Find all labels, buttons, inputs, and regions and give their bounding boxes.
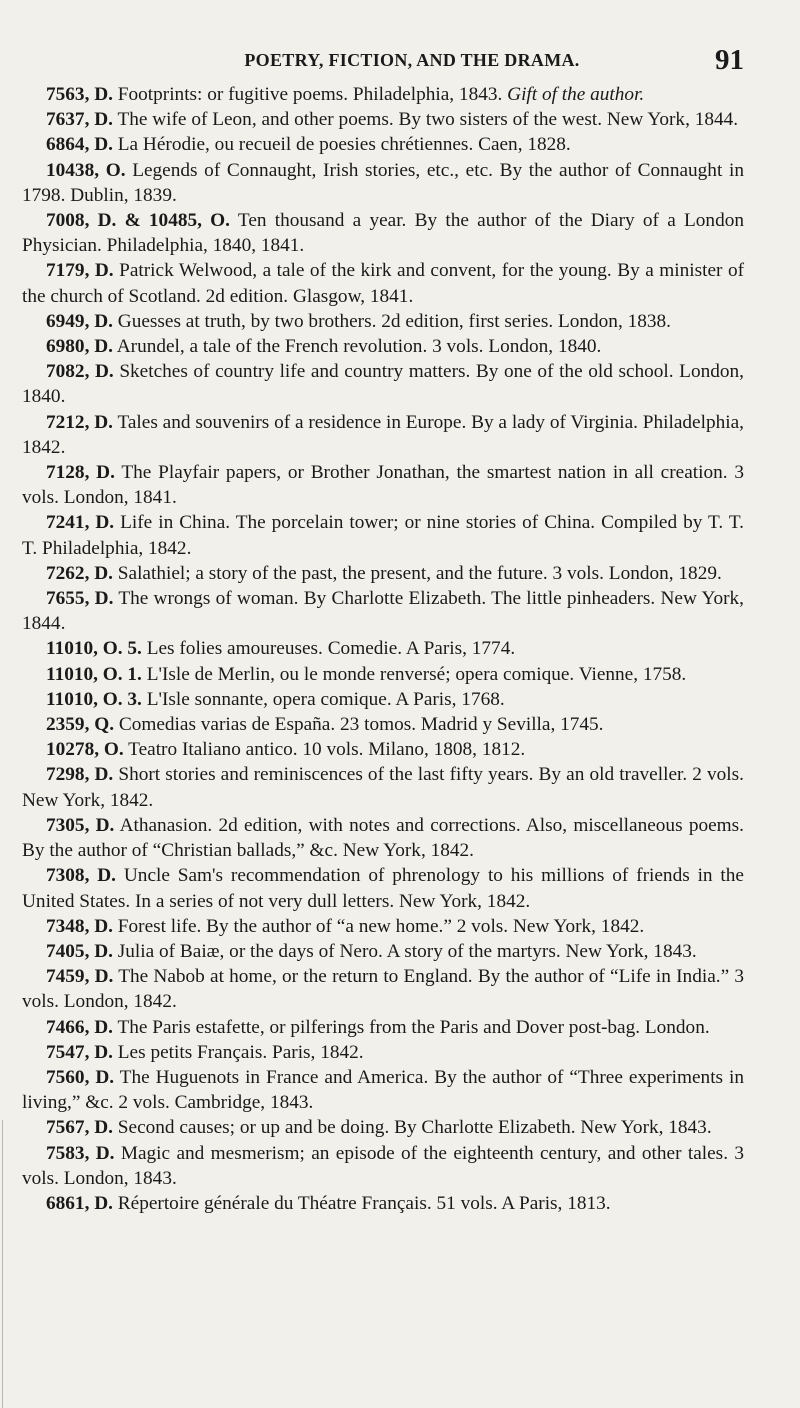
catalog-entry [22,813,744,863]
entry-id: 7567, D. [46,1117,113,1139]
page-number: 91 [715,44,744,76]
catalog-entry [22,662,744,687]
entry-text: Ten thousand a year. By the author of the Diary of a London Physician. Philadelphia, 1840, 1841. [22,210,744,257]
entry-id: 7637, D. [46,109,113,131]
entry-text: The Nabob at home, or the return to England. By the author of “Life in India.” 3 vols. London, 1842. [22,966,744,1013]
entry-text: L'Isle de Merlin, ou le monde renversé; opera comique. Vienne, 1758. [146,663,687,685]
entry-text: Short stories and reminiscences of the last fifty years. By an old traveller. 2 vols. New York, 1842. [22,764,744,811]
catalog-entry [22,334,744,359]
entry-text: La Hérodie, ou recueil de poesies chrétiennes. Caen, 1828. [117,134,571,156]
entry-id: 7405, D. [46,940,113,962]
entry-text: Répertoire générale du Théatre Français. 51 vols. A Paris, 1813. [117,1192,611,1214]
entry-text: Patrick Welwood, a tale of the kirk and convent, for the young. By a minister of the church of Scotland. 2d edition. Glasgow, 1841. [22,260,745,307]
entry-id: 7563, D. [46,84,113,105]
catalog-entry [22,636,744,661]
entry-id: 7305, D. [46,814,115,836]
entry-text: Salathiel; a story of the past, the present, and the future. 3 vols. London, 1829. [117,562,722,584]
entry-id: 10438, O. [46,159,126,181]
entry-text: Forest life. By the author of “a new home.” 2 vols. New York, 1842. [117,915,645,937]
entry-id: 7008, D. & 10485, O. [46,210,230,232]
catalog-entry [22,258,744,308]
entry-text: Julia of Baiæ, or the days of Nero. A story of the martyrs. New York, 1843. [117,940,697,962]
catalog-entry [22,460,744,510]
entry-text: Uncle Sam's recommendation of phrenology to his millions of friends in the United States. In a series of not very dull letters. New York, 1842. [22,865,744,912]
entry-text: Sketches of country life and country matters. By one of the old school. London, 1840. [22,361,744,408]
entry-text: The wrongs of woman. By Charlotte Elizabeth. The little pinheaders. New York, 1844. [22,588,744,635]
catalog-entry [22,359,744,409]
entry-id: 11010, O. 5. [46,638,142,660]
catalog-entry [22,762,744,812]
catalog-entry [22,158,744,208]
catalog-entry [22,1115,744,1140]
catalog-entry [22,107,744,132]
entry-text: Tales and souvenirs of a residence in Europe. By a lady of Virginia. Philadelphia, 1842. [22,411,744,458]
entry-id: 6864, D. [46,134,113,156]
entry-id: 7466, D. [46,1016,113,1038]
entry-id: 6980, D. [46,336,113,358]
entry-text: Teatro Italiano antico. 10 vols. Milano, 1808, 1812. [128,739,526,761]
entry-id: 7547, D. [46,1041,113,1063]
catalog-entry [22,586,744,636]
catalog-entry [22,510,744,560]
entry-id: 7308, D. [46,865,116,887]
entry-id: 7082, D. [46,361,114,383]
entry-note: Gift of the author. [507,84,645,105]
entry-id: 7262, D. [46,562,113,584]
catalog-entry [22,939,744,964]
catalog-entry [22,1015,744,1040]
catalog-entry [22,687,744,712]
entry-id: 6949, D. [46,310,113,332]
entry-text: Les folies amoureuses. Comedie. A Paris, 1774. [146,638,516,660]
entry-id: 7348, D. [46,915,113,937]
catalog-entries [22,82,744,1216]
entry-id: 7128, D. [46,462,115,484]
entry-text: The Playfair papers, or Brother Jonathan, the smartest nation in all creation. 3 vols. London, 1841. [22,462,745,509]
catalog-entry [22,82,744,107]
entry-text: Legends of Connaught, Irish stories, etc., etc. By the author of Connaught in 1798. Dublin, 1839. [22,159,744,206]
entry-id: 11010, O. 3. [46,688,142,710]
catalog-entry [22,1040,744,1065]
entry-text: Guesses at truth, by two brothers. 2d edition, first series. London, 1838. [117,310,671,332]
entry-id: 7241, D. [46,512,115,534]
entry-text: Footprints: or fugitive poems. Philadelphia, 1843. [117,84,503,105]
catalog-entry [22,208,744,258]
entry-text: Second causes; or up and be doing. By Charlotte Elizabeth. New York, 1843. [117,1117,712,1139]
catalog-entry [22,737,744,762]
running-head: POETRY, FICTION, AND THE DRAMA. [244,50,580,70]
entry-text: Les petits Français. Paris, 1842. [117,1041,364,1063]
entry-id: 7179, D. [46,260,114,282]
catalog-entry [22,132,744,157]
entry-text: Comedias varias de España. 23 tomos. Madrid y Sevilla, 1745. [118,714,604,736]
entry-id: 7459, D. [46,966,114,988]
entry-id: 10278, O. [46,739,124,761]
entry-text: The wife of Leon, and other poems. By two sisters of the west. New York, 1844. [117,109,739,131]
entry-id: 7655, D. [46,588,114,610]
entry-id: 6861, D. [46,1192,113,1214]
catalog-entry [22,863,744,913]
page-header [80,44,744,74]
catalog-entry [22,1065,744,1115]
entry-text: Magic and mesmerism; an episode of the eighteenth century, and other tales. 3 vols. London, 1843. [22,1142,744,1189]
entry-id: 7298, D. [46,764,114,786]
entry-text: Athanasion. 2d edition, with notes and corrections. Also, miscellaneous poems. By the author of “Christian ballads,” &c. New York, 1842. [22,814,744,862]
catalog-entry [22,309,744,334]
entry-text: Life in China. The porcelain tower; or nine stories of China. Compiled by T. T. T. Philadelphia, 1842. [22,512,744,559]
catalog-entry [22,914,744,939]
entry-text: Arundel, a tale of the French revolution. 3 vols. London, 1840. [116,336,602,358]
catalog-entry [22,1141,744,1191]
catalog-entry [22,712,744,737]
entry-text: The Paris estafette, or pilferings from the Paris and Dover post-bag. London. [117,1016,710,1038]
entry-id: 7212, D. [46,411,113,433]
catalog-entry [22,1191,744,1216]
catalog-entry [22,964,744,1014]
catalog-entry [22,561,744,586]
entry-id: 11010, O. 1. [46,663,142,685]
entry-id: 7583, D. [46,1142,115,1164]
entry-text: L'Isle sonnante, opera comique. A Paris, 1768. [146,688,505,710]
entry-id: 7560, D. [46,1066,115,1088]
entry-text: The Huguenots in France and America. By the author of “Three experiments in living,” &c. 2 vols. Cambridge, 1843. [22,1066,744,1114]
catalog-entry [22,410,744,460]
entry-id: 2359, Q. [46,714,115,736]
margin-line [2,1120,3,1408]
